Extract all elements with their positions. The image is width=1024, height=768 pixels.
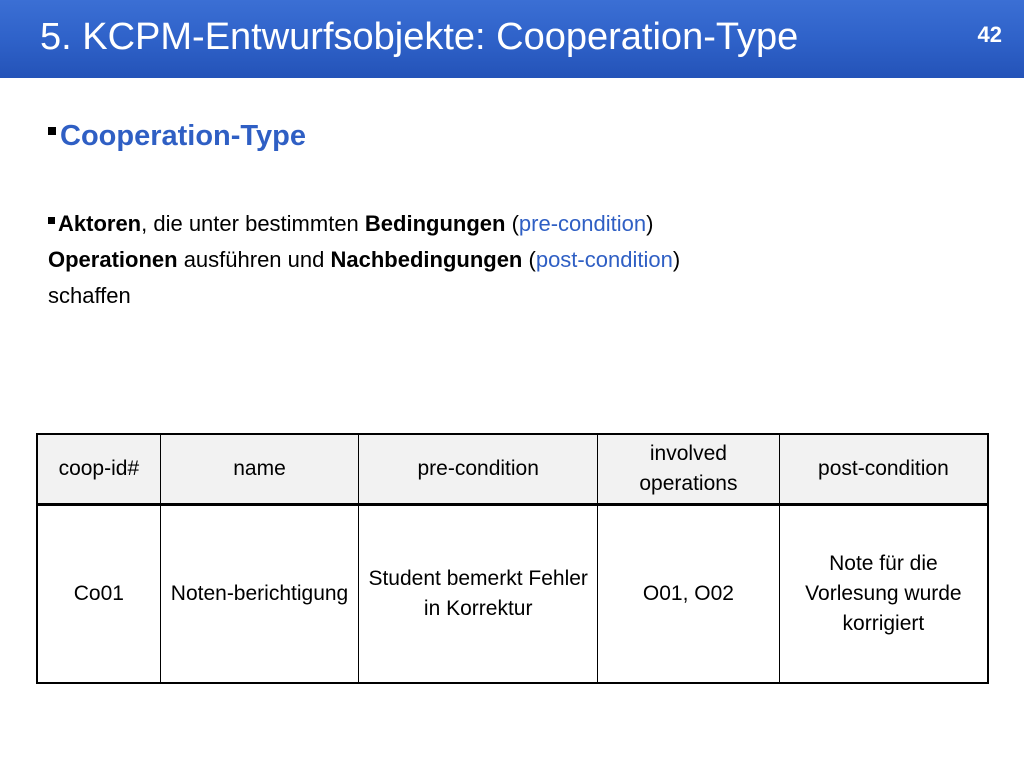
text-segment: ( (522, 247, 536, 272)
column-header-name: name (160, 434, 359, 505)
text-segment: ( (505, 211, 519, 236)
title-bar (0, 0, 1024, 78)
description-line-3: schaffen (48, 283, 131, 308)
cell-involved-operations: O01, O02 (598, 505, 780, 684)
cell-name: Noten-berichtigung (160, 505, 359, 684)
square-bullet-icon (48, 217, 55, 224)
column-header-post-condition: post-condition (779, 434, 988, 505)
square-bullet-icon (48, 127, 56, 135)
description-line-2 (48, 242, 948, 278)
term-post-condition: post-condition (535, 247, 673, 272)
section-heading: Cooperation-Type (60, 120, 306, 152)
cell-coop-id: Co01 (37, 505, 160, 684)
cell-post-condition: Note für die Vorlesung wurde korrigiert (779, 505, 988, 684)
text-segment: ausführen und (177, 247, 331, 272)
text-segment: ) (646, 211, 654, 236)
section-heading-row (48, 120, 306, 153)
text-segment: , die unter bestimmten (141, 211, 365, 236)
term-pre-condition: pre-condition (518, 211, 647, 236)
text-segment: ) (672, 247, 681, 272)
cooperation-type-table (36, 433, 989, 684)
column-header-involved-operations: involved operations (598, 434, 780, 505)
description-line-1 (48, 206, 948, 242)
table-row (37, 505, 988, 684)
term-aktoren: Aktoren (58, 211, 142, 236)
column-header-coop-id: coop-id# (37, 434, 160, 505)
slide-title: 5. KCPM-Entwurfsobjekte: Cooperation-Type (40, 16, 799, 58)
description-paragraph (48, 206, 948, 314)
term-bedingungen: Bedingungen (364, 211, 506, 236)
term-operationen: Operationen (48, 247, 178, 272)
slide-number: 42 (977, 22, 1002, 47)
cell-pre-condition: Student bemerkt Fehler in Korrektur (359, 505, 598, 684)
term-nachbedingungen: Nachbedingungen (330, 247, 523, 272)
column-header-pre-condition: pre-condition (359, 434, 598, 505)
table-header-row (37, 434, 988, 505)
